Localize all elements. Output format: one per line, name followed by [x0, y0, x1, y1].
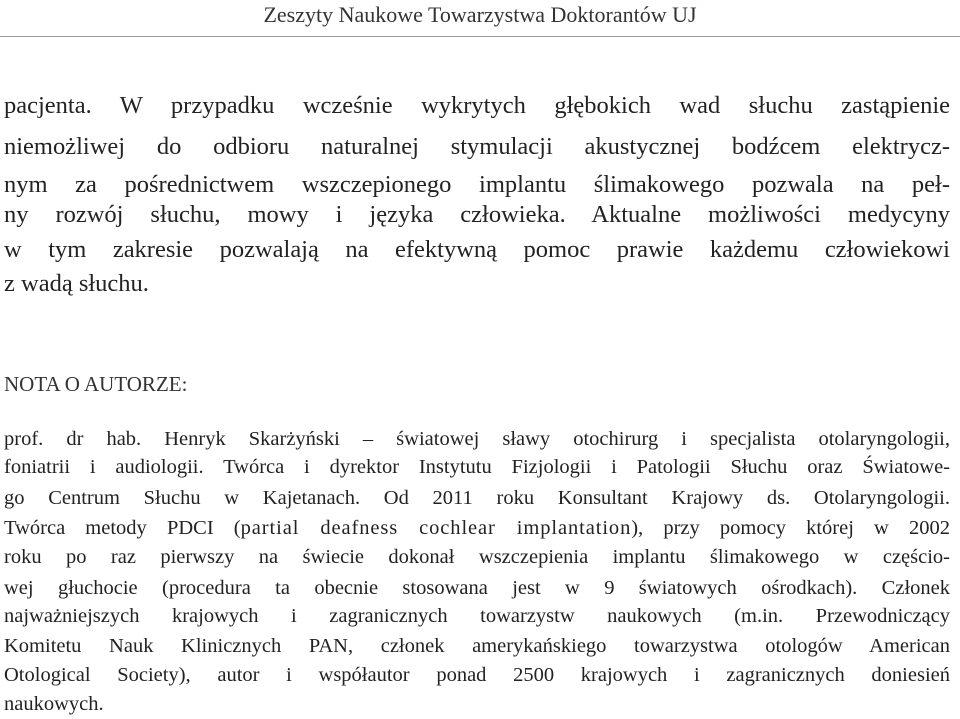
- author-note-line: naukowych.: [4, 693, 104, 715]
- author-note-line: foniatrii i audiologii. Twórca i dyrektor Instytutu Fizjologii i Patologii Słuchu oraz Światowe-: [4, 456, 950, 478]
- paragraph-line: nym za pośrednictwem wszczepionego implantu ślimakowego pozwala na peł-: [4, 171, 950, 198]
- pdci-expansion: partial deafness cochlear implantation: [240, 517, 632, 539]
- author-note-line: wej głuchocie (procedura ta obecnie stosowana jest w 9 światowych ośrodkach). Członek: [4, 577, 950, 599]
- author-note-line: Komitetu Nauk Klinicznych PAN, członek amerykańskiego towarzystwa otologów American: [4, 635, 950, 657]
- author-note-line: prof. dr hab. Henryk Skarżyński – światowej sławy otochirurg i specjalista otolaryngologii,: [4, 428, 950, 450]
- paragraph-line: z wadą słuchu.: [4, 270, 149, 297]
- author-note-line: roku po raz pierwszy na świecie dokonał wszczepienia implantu ślimakowego w częścio-: [4, 546, 950, 568]
- author-note-heading: NOTA O AUTORZE:: [4, 372, 188, 396]
- paragraph-line: w tym zakresie pozwalają na efektywną pomoc prawie każdemu człowiekowi: [4, 236, 950, 263]
- pdci-after: ), przy pomocy której w 2002: [631, 517, 950, 539]
- author-note-line: Otological Society), autor i współautor ponad 2500 krajowych i zagranicznych doniesień: [4, 664, 950, 686]
- paragraph-line: niemożliwej do odbioru naturalnej stymulacji akustycznej bodźcem elektrycz-: [4, 133, 950, 160]
- paragraph-line: ny rozwój słuchu, mowy i języka człowieka. Aktualne możliwości medycyny: [4, 201, 950, 228]
- author-note-line-pdci: [4, 513, 950, 543]
- author-note-line: go Centrum Słuchu w Kajetanach. Od 2011 roku Konsultant Krajowy ds. Otolaryngologii.: [4, 487, 950, 509]
- paragraph-line: pacjenta. W przypadku wcześnie wykrytych głębokich wad słuchu zastąpienie: [4, 92, 950, 119]
- pdci-before: Twórca metody PDCI (: [4, 517, 241, 539]
- author-note-line: najważniejszych krajowych i zagranicznych towarzystw naukowych (m.in. Przewodniczący: [4, 605, 950, 627]
- running-header: Zeszyty Naukowe Towarzystwa Doktorantów UJ: [263, 2, 697, 27]
- header-rule: [0, 36, 960, 37]
